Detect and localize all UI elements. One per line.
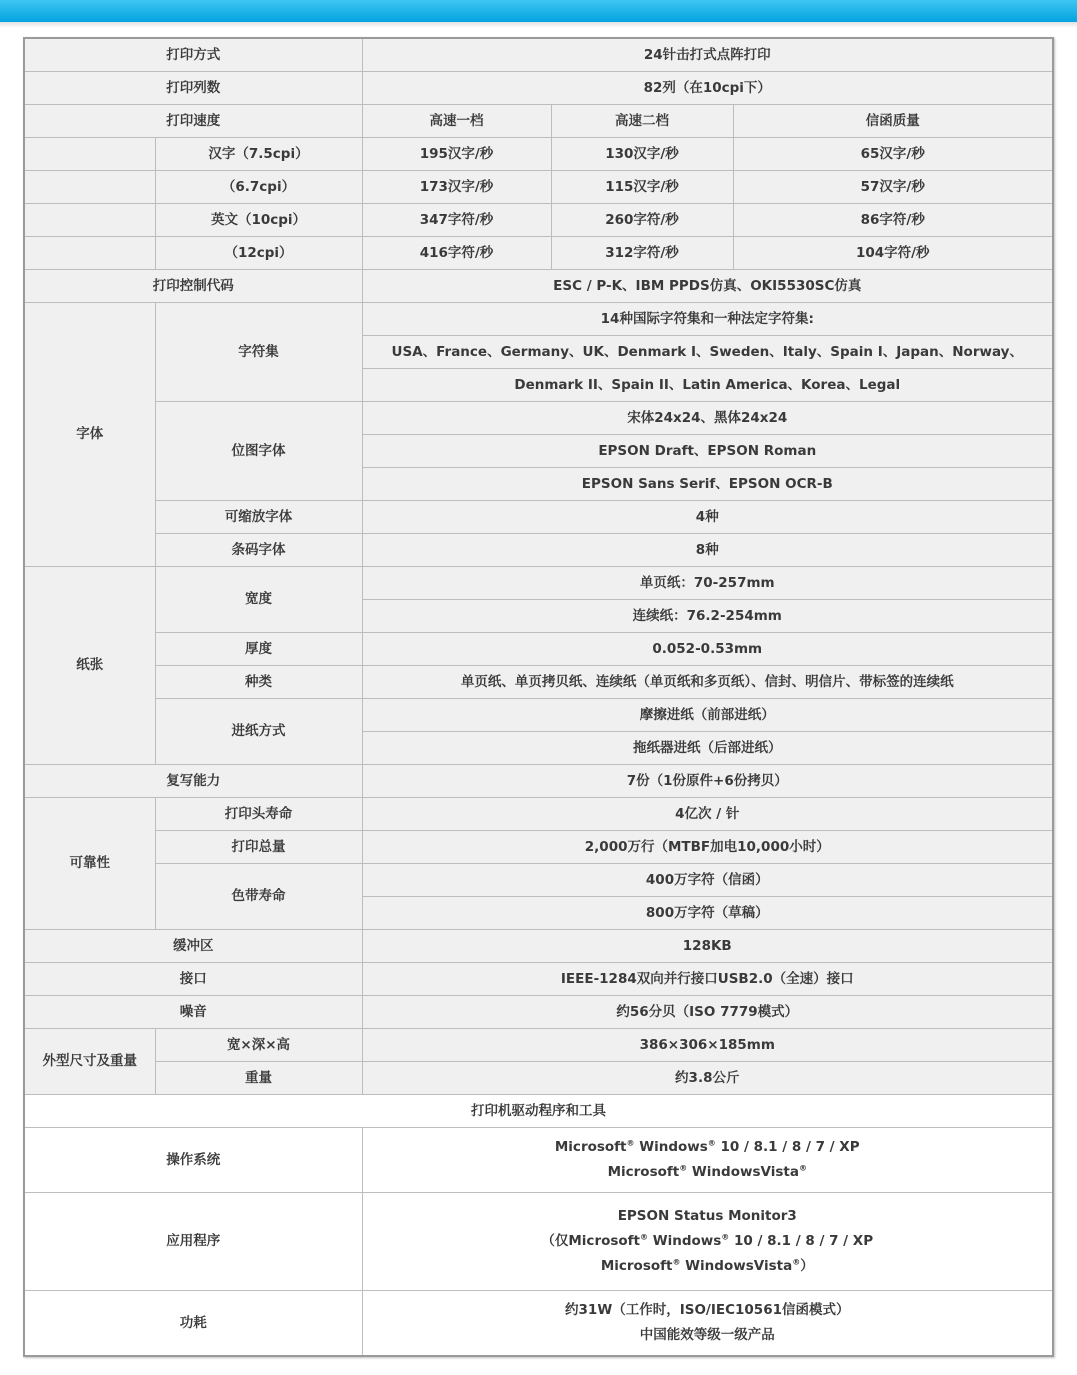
label-barcode-font: 条码字体 bbox=[155, 534, 362, 567]
label-size: 宽×深×高 bbox=[155, 1029, 362, 1062]
value-interface: IEEE-1284双向并行接口USB2.0（全速）接口 bbox=[362, 963, 1053, 996]
value-print-volume: 2,000万行（MTBF加电10,000小时） bbox=[362, 831, 1053, 864]
row-speed-english-10 bbox=[24, 204, 1053, 237]
row-font-charset-1 bbox=[24, 303, 1053, 336]
speed-blank-cell bbox=[24, 171, 155, 204]
spec-table bbox=[23, 37, 1054, 1357]
row-drivers-heading bbox=[24, 1095, 1053, 1128]
label-head-life: 打印头寿命 bbox=[155, 798, 362, 831]
value-speed: 416字符/秒 bbox=[362, 237, 551, 270]
row-paper-thickness bbox=[24, 633, 1053, 666]
value-os bbox=[362, 1128, 1053, 1193]
label-columns: 打印列数 bbox=[24, 72, 362, 105]
row-paper-width-1 bbox=[24, 567, 1053, 600]
row-font-scalable bbox=[24, 501, 1053, 534]
value-speed: 57汉字/秒 bbox=[733, 171, 1053, 204]
label-os: 操作系统 bbox=[24, 1128, 362, 1193]
label-ribbon-life: 色带寿命 bbox=[155, 864, 362, 930]
label-font: 字体 bbox=[24, 303, 155, 567]
label-bitmap-font: 位图字体 bbox=[155, 402, 362, 501]
apps-line-1: EPSON Status Monitor3 bbox=[617, 1208, 797, 1224]
label-copy: 复写能力 bbox=[24, 765, 362, 798]
row-font-barcode bbox=[24, 534, 1053, 567]
label-speed-row: （12cpi） bbox=[155, 237, 362, 270]
label-weight: 重量 bbox=[155, 1062, 362, 1095]
row-columns bbox=[24, 72, 1053, 105]
label-speed-row: 英文（10cpi） bbox=[155, 204, 362, 237]
value-paper-thickness: 0.052-0.53mm bbox=[362, 633, 1053, 666]
row-interface bbox=[24, 963, 1053, 996]
value-paper-feed-line: 拖纸器进纸（后部进纸） bbox=[362, 732, 1053, 765]
value-charset-line: USA、France、Germany、UK、Denmark I、Sweden、Italy、Spain I、Japan、Norway、 bbox=[362, 336, 1053, 369]
label-reliability: 可靠性 bbox=[24, 798, 155, 930]
row-apps bbox=[24, 1193, 1053, 1291]
value-scalable-font: 4种 bbox=[362, 501, 1053, 534]
value-control-code: ESC / P-K、IBM PPDS仿真、OKI5530SC仿真 bbox=[362, 270, 1053, 303]
row-dimensions-weight bbox=[24, 1062, 1053, 1095]
value-size: 386×306×185mm bbox=[362, 1029, 1053, 1062]
label-print-method: 打印方式 bbox=[24, 38, 362, 72]
row-speed-header bbox=[24, 105, 1053, 138]
value-speed: 173汉字/秒 bbox=[362, 171, 551, 204]
label-buffer: 缓冲区 bbox=[24, 930, 362, 963]
label-dimensions: 外型尺寸及重量 bbox=[24, 1029, 155, 1095]
value-paper-feed-line: 摩擦进纸（前部进纸） bbox=[362, 699, 1053, 732]
row-control-code bbox=[24, 270, 1053, 303]
value-ribbon-line: 800万字符（草稿） bbox=[362, 897, 1053, 930]
value-noise: 约56分贝（ISO 7779模式） bbox=[362, 996, 1053, 1029]
value-speed: 86字符/秒 bbox=[733, 204, 1053, 237]
value-weight: 约3.8公斤 bbox=[362, 1062, 1053, 1095]
label-charset: 字符集 bbox=[155, 303, 362, 402]
label-interface: 接口 bbox=[24, 963, 362, 996]
row-reliability-ribbon-1 bbox=[24, 864, 1053, 897]
label-paper-width: 宽度 bbox=[155, 567, 362, 633]
row-print-method bbox=[24, 38, 1053, 72]
value-charset-line: 14种国际字符集和一种法定字符集: bbox=[362, 303, 1053, 336]
value-speed: 115汉字/秒 bbox=[551, 171, 733, 204]
top-banner-shadow bbox=[0, 22, 1077, 28]
apps-line-3: Microsoft® WindowsVista®） bbox=[600, 1257, 814, 1274]
row-noise bbox=[24, 996, 1053, 1029]
value-charset-line: Denmark II、Spain II、Latin America、Korea、Legal bbox=[362, 369, 1053, 402]
value-speed: 104字符/秒 bbox=[733, 237, 1053, 270]
value-ribbon-line: 400万字符（信函） bbox=[362, 864, 1053, 897]
power-line-1: 约31W（工作时，ISO/IEC10561信函模式） bbox=[565, 1302, 850, 1318]
value-speed: 65汉字/秒 bbox=[733, 138, 1053, 171]
value-paper-type: 单页纸、单页拷贝纸、连续纸（单页纸和多页纸）、信封、明信片、带标签的连续纸 bbox=[362, 666, 1053, 699]
label-paper: 纸张 bbox=[24, 567, 155, 765]
row-os bbox=[24, 1128, 1053, 1193]
value-barcode-font: 8种 bbox=[362, 534, 1053, 567]
value-power bbox=[362, 1291, 1053, 1357]
value-speed: 130汉字/秒 bbox=[551, 138, 733, 171]
row-speed-english-12 bbox=[24, 237, 1053, 270]
row-dimensions-size bbox=[24, 1029, 1053, 1062]
row-speed-hanzi-7-5 bbox=[24, 138, 1053, 171]
row-buffer bbox=[24, 930, 1053, 963]
speed-blank-cell bbox=[24, 204, 155, 237]
label-speed-row: 汉字（7.5cpi） bbox=[155, 138, 362, 171]
value-bitmap-line: EPSON Draft、EPSON Roman bbox=[362, 435, 1053, 468]
label-scalable-font: 可缩放字体 bbox=[155, 501, 362, 534]
value-print-method: 24针击打式点阵打印 bbox=[362, 38, 1053, 72]
row-paper-feed-1 bbox=[24, 699, 1053, 732]
value-speed: 347字符/秒 bbox=[362, 204, 551, 237]
label-power: 功耗 bbox=[24, 1291, 362, 1357]
speed-blank-cell bbox=[24, 237, 155, 270]
value-paper-width-line: 单页纸：70-257mm bbox=[362, 567, 1053, 600]
row-paper-type bbox=[24, 666, 1053, 699]
row-reliability-head bbox=[24, 798, 1053, 831]
speed-blank-cell bbox=[24, 138, 155, 171]
value-speed: 312字符/秒 bbox=[551, 237, 733, 270]
value-copy: 7份（1份原件+6份拷贝） bbox=[362, 765, 1053, 798]
row-power bbox=[24, 1291, 1053, 1357]
label-paper-feed: 进纸方式 bbox=[155, 699, 362, 765]
label-apps: 应用程序 bbox=[24, 1193, 362, 1291]
apps-line-2: （仅Microsoft® Windows® 10 / 8.1 / 8 / 7 / XP bbox=[541, 1232, 874, 1249]
os-line-1: Microsoft® Windows® 10 / 8.1 / 8 / 7 / XP bbox=[554, 1138, 860, 1155]
label-control-code: 打印控制代码 bbox=[24, 270, 362, 303]
power-line-2: 中国能效等级一级产品 bbox=[639, 1327, 775, 1343]
value-buffer: 128KB bbox=[362, 930, 1053, 963]
label-paper-thickness: 厚度 bbox=[155, 633, 362, 666]
value-columns: 82列（在10cpi下） bbox=[362, 72, 1053, 105]
value-bitmap-line: EPSON Sans Serif、EPSON OCR-B bbox=[362, 468, 1053, 501]
section-drivers-heading: 打印机驱动程序和工具 bbox=[24, 1095, 1053, 1128]
row-reliability-volume bbox=[24, 831, 1053, 864]
value-bitmap-line: 宋体24x24、黑体24x24 bbox=[362, 402, 1053, 435]
label-paper-type: 种类 bbox=[155, 666, 362, 699]
value-paper-width-line: 连续纸：76.2-254mm bbox=[362, 600, 1053, 633]
row-speed-hanzi-6-7 bbox=[24, 171, 1053, 204]
top-banner bbox=[0, 0, 1077, 22]
row-font-bitmap-1 bbox=[24, 402, 1053, 435]
label-speed: 打印速度 bbox=[24, 105, 362, 138]
label-speed-row: （6.7cpi） bbox=[155, 171, 362, 204]
label-print-volume: 打印总量 bbox=[155, 831, 362, 864]
value-speed: 195汉字/秒 bbox=[362, 138, 551, 171]
row-copy bbox=[24, 765, 1053, 798]
value-speed: 260字符/秒 bbox=[551, 204, 733, 237]
os-line-2: Microsoft® WindowsVista® bbox=[607, 1163, 807, 1180]
label-noise: 噪音 bbox=[24, 996, 362, 1029]
header-speed-letter: 信函质量 bbox=[733, 105, 1053, 138]
value-head-life: 4亿次 / 针 bbox=[362, 798, 1053, 831]
header-speed-high2: 高速二档 bbox=[551, 105, 733, 138]
value-apps bbox=[362, 1193, 1053, 1291]
header-speed-high1: 高速一档 bbox=[362, 105, 551, 138]
